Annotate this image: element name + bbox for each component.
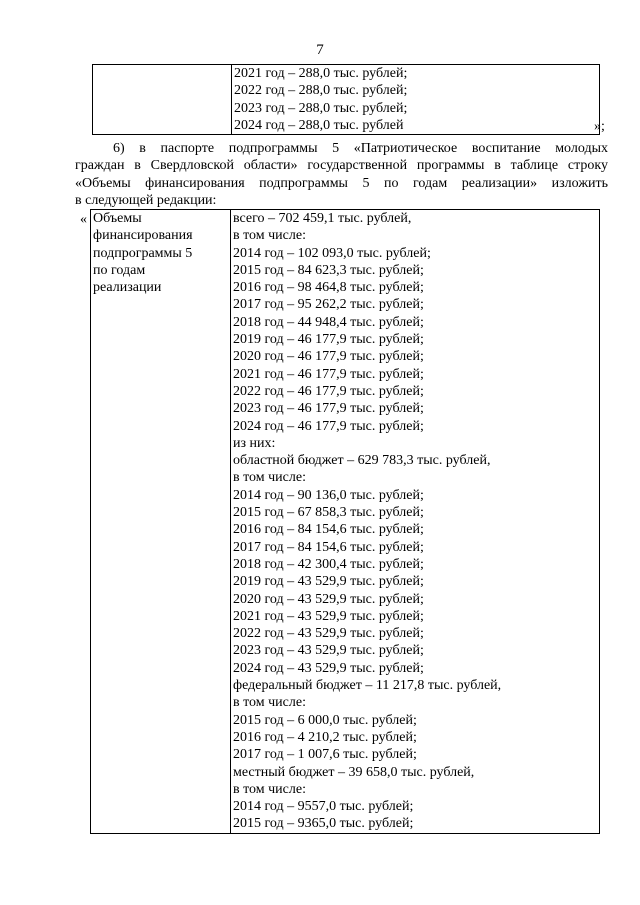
table-line: областной бюджет – 629 783,3 тыс. рублей, <box>233 453 491 469</box>
table-cell-empty <box>93 65 232 135</box>
table-cell-label <box>91 210 231 834</box>
label-line: Объемы <box>93 211 142 226</box>
table-line: 2021 год – 46 177,9 тыс. рублей; <box>233 366 424 382</box>
table-line: всего – 702 459,1 тыс. рублей, <box>233 211 412 226</box>
label-line: финансирования <box>93 228 193 244</box>
table-line: 2021 год – 43 529,9 тыс. рублей; <box>233 608 424 624</box>
table-line: 2019 год – 43 529,9 тыс. рублей; <box>233 574 424 590</box>
table-line: 2018 год – 42 300,4 тыс. рублей; <box>233 556 424 572</box>
label-line: подпрограммы 5 <box>93 245 193 261</box>
funding-table-continuation <box>92 64 600 135</box>
table-line: 2020 год – 43 529,9 тыс. рублей; <box>233 591 424 607</box>
opening-quote: « <box>80 212 87 227</box>
table-line: 2014 год – 102 093,0 тыс. рублей; <box>233 245 431 261</box>
table-line: 2017 год – 1 007,6 тыс. рублей; <box>233 747 417 763</box>
paragraph-line: в следующей редакции: <box>75 193 217 209</box>
table-line: федеральный бюджет – 11 217,8 тыс. рублей, <box>233 678 502 694</box>
paragraph-line: 6) в паспорте подпрограммы 5 «Патриотическое воспитание молодых <box>113 141 608 156</box>
table-line: 2022 год – 46 177,9 тыс. рублей; <box>233 383 424 399</box>
table-line: 2017 год – 84 154,6 тыс. рублей; <box>233 539 424 555</box>
table-line: в том числе: <box>233 695 306 711</box>
table-line: 2016 год – 4 210,2 тыс. рублей; <box>233 729 417 745</box>
table-line: в том числе: <box>233 228 306 244</box>
label-line: реализации <box>93 280 162 296</box>
table-line: из них: <box>233 435 276 451</box>
table-line: 2023 год – 46 177,9 тыс. рублей; <box>233 401 424 417</box>
table-line: 2016 год – 84 154,6 тыс. рублей; <box>233 522 424 538</box>
funding-table <box>90 209 600 834</box>
table-line: 2024 год – 288,0 тыс. рублей <box>234 117 404 133</box>
table-line: 2014 год – 9557,0 тыс. рублей; <box>233 799 414 815</box>
table-line: 2018 год – 44 948,4 тыс. рублей; <box>233 314 424 330</box>
table-line: 2015 год – 67 858,3 тыс. рублей; <box>233 505 424 521</box>
table-line: 2017 год – 95 262,2 тыс. рублей; <box>233 297 424 313</box>
table-line: 2021 год – 288,0 тыс. рублей; <box>234 66 408 81</box>
table-line: 2016 год – 98 464,8 тыс. рублей; <box>233 280 424 296</box>
table-line: 2014 год – 90 136,0 тыс. рублей; <box>233 487 424 503</box>
table-line: 2022 год – 288,0 тыс. рублей; <box>234 83 408 99</box>
table-line: в том числе: <box>233 781 306 797</box>
table-line: 2019 год – 46 177,9 тыс. рублей; <box>233 332 424 348</box>
table-line: местный бюджет – 39 658,0 тыс. рублей, <box>233 764 475 780</box>
page-number: 7 <box>316 42 324 58</box>
table-line: 2022 год – 43 529,9 тыс. рублей; <box>233 626 424 642</box>
paragraph-line: граждан в Свердловской области» государственной программы в таблице строку <box>75 158 608 174</box>
table-line: 2024 год – 46 177,9 тыс. рублей; <box>233 418 424 434</box>
table-line: 2023 год – 288,0 тыс. рублей; <box>234 100 408 116</box>
table-cell-values <box>231 210 600 834</box>
amendment-paragraph <box>75 140 608 210</box>
paragraph-line: «Объемы финансирования подпрограммы 5 по годам реализации» изложить <box>75 175 608 191</box>
table-line: 2015 год – 9365,0 тыс. рублей; <box>233 816 414 832</box>
table-line: 2023 год – 43 529,9 тыс. рублей; <box>233 643 424 659</box>
table-line: 2015 год – 6 000,0 тыс. рублей; <box>233 712 417 728</box>
table-line: 2015 год – 84 623,3 тыс. рублей; <box>233 262 424 278</box>
table-line: 2020 год – 46 177,9 тыс. рублей; <box>233 349 424 365</box>
table-line: 2024 год – 43 529,9 тыс. рублей; <box>233 660 424 676</box>
label-line: по годам <box>93 262 146 278</box>
table-line: в том числе: <box>233 470 306 486</box>
table-cell-values <box>232 65 600 135</box>
closing-quote: »; <box>594 119 605 134</box>
